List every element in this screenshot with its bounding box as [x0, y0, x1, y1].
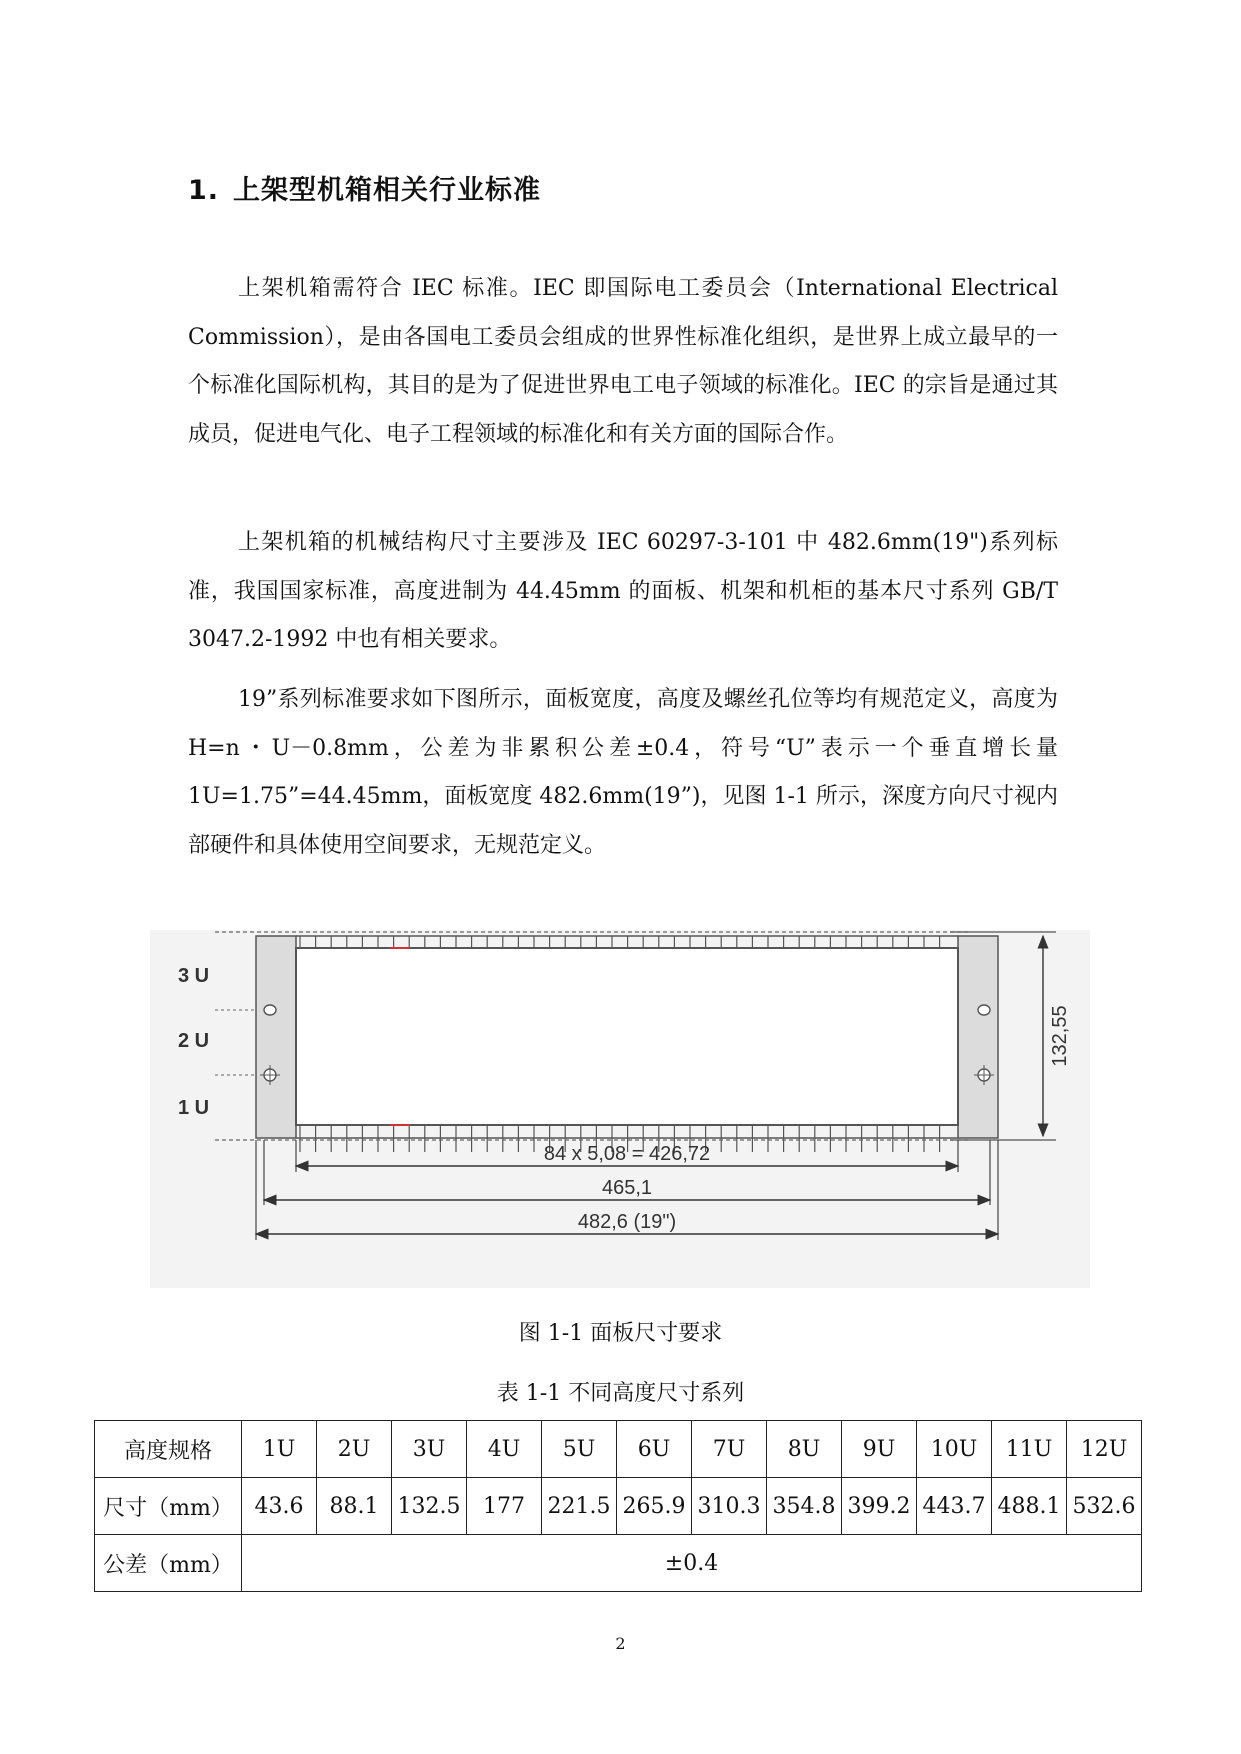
dim-outer-label: 482,6 (19") — [577, 1211, 677, 1233]
panel-drawing — [150, 930, 1090, 1288]
table-caption: 表 1-1 不同高度尺寸系列 — [496, 1381, 745, 1406]
page-number: 2 — [615, 1634, 626, 1653]
section-title: 上架型机箱相关行业标准 — [233, 175, 542, 206]
panel-dimension-figure — [150, 930, 1090, 1288]
size-cell: 532.6 — [1067, 1478, 1142, 1535]
figure-caption: 图 1-1 面板尺寸要求 — [518, 1321, 723, 1346]
size-cell: 310.3 — [692, 1478, 767, 1535]
paragraph-19inch-series: 19”系列标准要求如下图所示，面板宽度，高度及螺丝孔位等均有规范定义，高度为 H=n・U－0.8mm，公差为非累积公差±0.4，符号“U”表示一个垂直增长量 1U=1.75”=44.45mm，面板宽度 482.6mm(19”)，见图 1-1 所示，深度方向尺寸视内部硬件和具体使用空间要求，无规范定义。 — [188, 687, 1058, 858]
size-cell: 265.9 — [617, 1478, 692, 1535]
col-5u: 5U — [542, 1421, 617, 1478]
col-2u: 2U — [317, 1421, 392, 1478]
unit-label-2u: 2 U — [178, 1030, 210, 1052]
col-4u: 4U — [467, 1421, 542, 1478]
size-cell: 177 — [467, 1478, 542, 1535]
table-row-tolerance — [95, 1535, 1142, 1592]
panel-body — [296, 948, 958, 1125]
table-row-header — [95, 1421, 1142, 1478]
col-9u: 9U — [842, 1421, 917, 1478]
dim-mid-label: 465,1 — [601, 1177, 653, 1199]
paragraph-standards: 上架机箱的机械结构尺寸主要涉及 IEC 60297-3-101 中 482.6mm(19")系列标准，我国国家标准，高度进制为 44.45mm 的面板、机架和机柜的基本尺寸系列 GB/T 3047.2-1992 中也有相关要求。 — [188, 530, 1058, 652]
size-cell: 399.2 — [842, 1478, 917, 1535]
col-8u: 8U — [767, 1421, 842, 1478]
col-11u: 11U — [992, 1421, 1067, 1478]
tolerance-cell: ±0.4 — [242, 1535, 1142, 1592]
unit-label-3u: 3 U — [178, 965, 210, 987]
size-cell: 43.6 — [242, 1478, 317, 1535]
height-size-table — [94, 1420, 1142, 1592]
dim-height-label: 132,55 — [1049, 1005, 1071, 1067]
size-cell: 354.8 — [767, 1478, 842, 1535]
col-6u: 6U — [617, 1421, 692, 1478]
size-cell: 132.5 — [392, 1478, 467, 1535]
section-number: 1. — [188, 175, 220, 206]
table-row-size — [95, 1478, 1142, 1535]
size-cell: 88.1 — [317, 1478, 392, 1535]
left-mounting-ear — [256, 936, 296, 1138]
col-12u: 12U — [1067, 1421, 1142, 1478]
header-label-cell: 高度规格 — [95, 1421, 242, 1478]
size-label-cell: 尺寸（mm） — [95, 1478, 242, 1535]
col-7u: 7U — [692, 1421, 767, 1478]
dim-inner-label: 84 x 5,08 = 426,72 — [543, 1143, 711, 1165]
size-cell: 488.1 — [992, 1478, 1067, 1535]
size-cell: 443.7 — [917, 1478, 992, 1535]
col-1u: 1U — [242, 1421, 317, 1478]
col-10u: 10U — [917, 1421, 992, 1478]
unit-label-1u: 1 U — [178, 1097, 210, 1119]
paragraph-iec-intro: 上架机箱需符合 IEC 标准。IEC 即国际电工委员会（International Electrical Commission），是由各国电工委员会组成的世界性标准化组织，是世界上成立最早的一个标准化国际机构，其目的是为了促进世界电工电子领域的标准化。IEC 的宗旨是通过其成员，促进电气化、电子工程领域的标准化和有关方面的国际合作。 — [188, 276, 1058, 447]
section-heading — [188, 168, 541, 207]
right-mounting-ear — [958, 936, 998, 1138]
size-cell: 221.5 — [542, 1478, 617, 1535]
tolerance-label-cell: 公差（mm） — [95, 1535, 242, 1592]
col-3u: 3U — [392, 1421, 467, 1478]
